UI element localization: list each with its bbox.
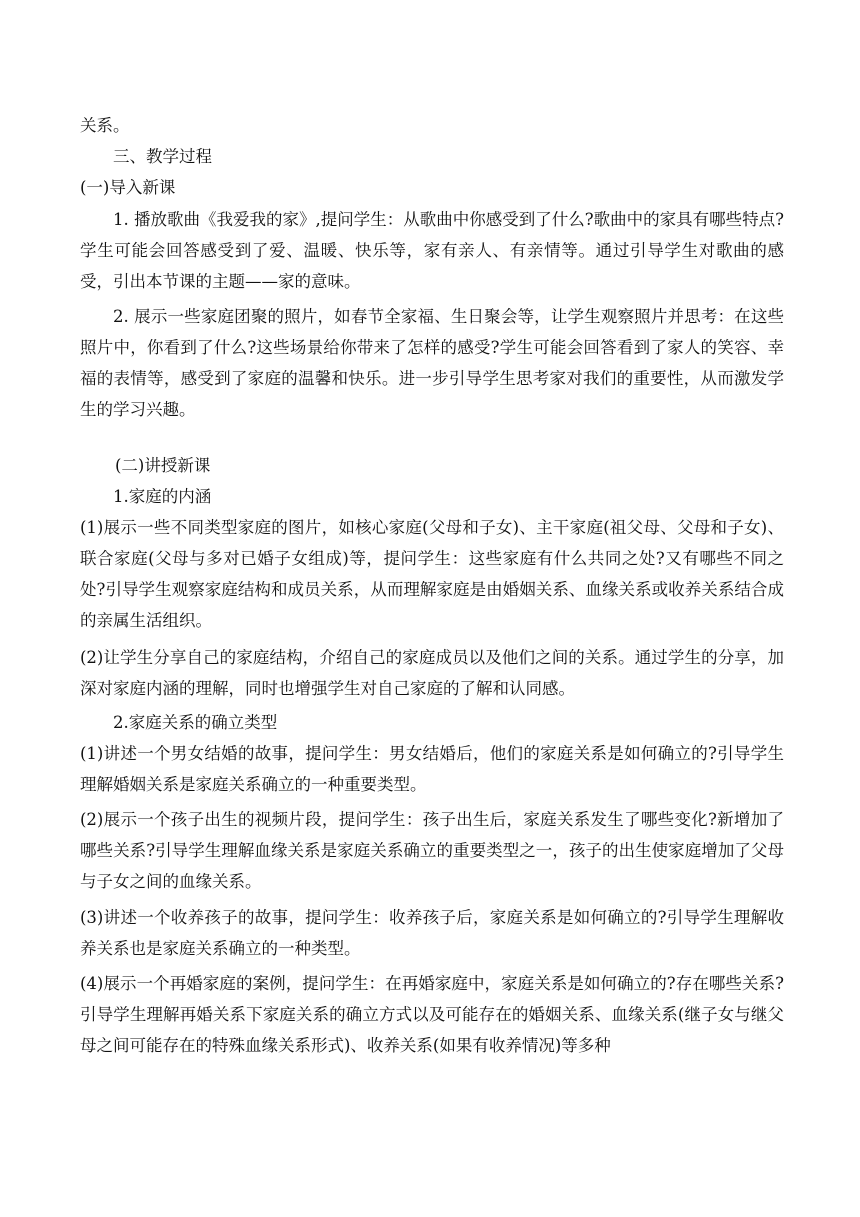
paragraph-intro-2: 2. 展示一些家庭团聚的照片，如春节全家福、生日聚会等，让学生观察照片并思考：在这些照片中，你看到了什么?这些场景给你带来了怎样的感受?学生可能会回答看到了家人的笑容、幸福的表情等，感受到了家庭的温馨和快乐。进一步引导学生思考家对我们的重要性，从而激发学生的学习兴趣。 (80, 307, 784, 419)
topic-heading-family-meaning: 1.家庭的内涵 (113, 487, 212, 506)
paragraph-family-meaning-1: (1)展示一些不同类型家庭的图片，如核心家庭(父母和子女)、主干家庭(祖父母、父母和子女)、联合家庭(父母与多对已婚子女组成)等，提问学生：这些家庭有什么共同之处?又有哪些不同之处?引导学生观察家庭结构和成员关系，从而理解家庭是由婚姻关系、血缘关系或收养关系结合成的亲属生活组织。 (80, 518, 784, 630)
paragraph-relation-blood: (2)展示一个孩子出生的视频片段，提问学生：孩子出生后，家庭关系发生了哪些变化?新增加了哪些关系?引导学生理解血缘关系是家庭关系确立的重要类型之一，孩子的出生使家庭增加了父母与子女之间的血缘关系。 (80, 810, 784, 891)
paragraph-continuation: 关系。 (80, 116, 130, 135)
subsection-heading-intro: (一)导入新课 (80, 178, 176, 197)
paragraph-relation-marriage: (1)讲述一个男女结婚的故事，提问学生：男女结婚后，他们的家庭关系是如何确立的?引导学生理解婚姻关系是家庭关系确立的一种重要类型。 (80, 744, 784, 794)
subsection-heading-lecture: (二)讲授新课 (115, 456, 211, 475)
paragraph-intro-1: 1. 播放歌曲《我爱我的家》,提问学生：从歌曲中你感受到了什么?歌曲中的家具有哪些特点?学生可能会回答感受到了爱、温暖、快乐等，家有亲人、有亲情等。通过引导学生对歌曲的感受，引出本节课的主题——家的意味。 (80, 210, 784, 291)
paragraph-family-meaning-2: (2)让学生分享自己的家庭结构，介绍自己的家庭成员以及他们之间的关系。通过学生的分享，加深对家庭内涵的理解，同时也增强学生对自己家庭的了解和认同感。 (80, 648, 784, 698)
paragraph-relation-adoption: (3)讲述一个收养孩子的故事，提问学生：收养孩子后，家庭关系是如何确立的?引导学生理解收养关系也是家庭关系确立的一种类型。 (80, 908, 784, 958)
paragraph-relation-remarriage: (4)展示一个再婚家庭的案例，提问学生：在再婚家庭中，家庭关系是如何确立的?存在哪些关系?引导学生理解再婚关系下家庭关系的确立方式以及可能存在的婚姻关系、血缘关系(继子女与继父母之间可能存在的特殊血缘关系形式)、收养关系(如果有收养情况)等多种 (80, 974, 784, 1055)
section-heading-teaching-process: 三、教学过程 (113, 147, 212, 166)
topic-heading-relation-types: 2.家庭关系的确立类型 (113, 713, 278, 732)
